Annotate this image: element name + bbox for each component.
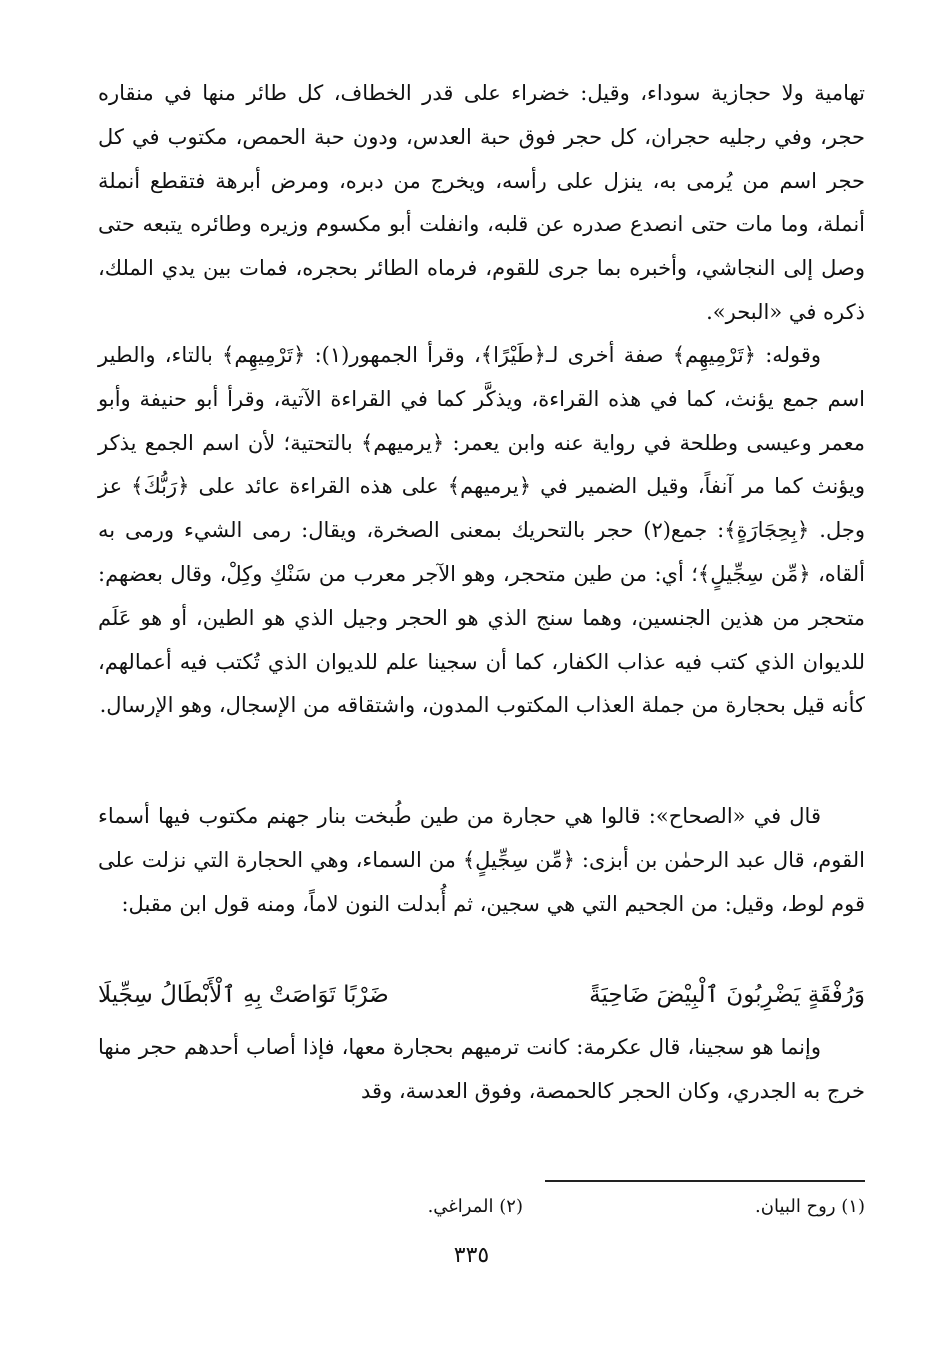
paragraph-1 <box>98 72 865 335</box>
poetry-verse <box>98 970 865 1020</box>
verse-second-hemistich: ضَرْبًا تَوَاصَتْ بِهِ ٱلْأَبْطَالُ سِجِّيلَا <box>98 982 389 1008</box>
paragraph-1-text: تهامية ولا حجازية سوداء، وقيل: خضراء على قدر الخطاف، كل طائر منها في منقاره حجر، وفي رجليه حجران، كل حجر فوق حبة العدس، ودون حبة الحمص، مكتوب في كل حجر اسم من يُرمى به، ينزل على رأسه، ويخرج من دبره، ومرض أبرهة فتقطع أنملة أنملة، وما مات حتى انصدع صدره عن قلبه، وانفلت أبو مكسوم وزيره وطائره يتبعه حتى وصل إلى النجاشي، وأخبره بما جرى للقوم، فرماه الطائر بحجره، فمات بين يدي الملك، ذكره في «البحر». <box>98 81 865 324</box>
footnote-divider <box>545 1180 865 1182</box>
paragraph-3-text: قال في «الصحاح»: قالوا هي حجارة من طين طُبخت بنار جهنم مكتوب فيها أسماء القوم، قال عبد الرحمٰن بن أبزى: ﴿مِّن سِجِّيلٍ﴾ من السماء، وهي الحجارة التي نزلت على قوم لوط، وقيل: من الجحيم التي هي سجين، ثم أُبدلت النون لاماً، ومنه قول ابن مقبل: <box>98 804 865 916</box>
paragraph-2-text: وقوله: ﴿تَرْمِيهِم﴾ صفة أخرى لـ﴿طَيْرًا﴾، وقرأ الجمهور(١): ﴿تَرْمِيهِم﴾ بالتاء، والطير اسم جمع يؤنث، كما في هذه القراءة، ويذكَّر كما في القراءة الآتية، وقرأ أبو حنيفة وأبو معمر وعيسى وطلحة في رواية عنه وابن يعمر: ﴿يرميهم﴾ بالتحتية؛ لأن اسم الجمع يذكر ويؤنث كما مر آنفاً، وقيل الضمير في ﴿يرميهم﴾ على هذه القراءة عائد على ﴿رَبُّكَ﴾ عز وجل. ﴿بِحِجَارَةٍ﴾: جمع(٢) حجر بالتحريك بمعنى الصخرة، ويقال: رمى الشيء ورمى به ألقاه، ﴿مِّن سِجِّيلٍ﴾؛ أي: من طين متحجر، وهو الآجر معرب من سَنْكِ وكِلْ، وقال بعضهم: متحجر من هذين الجنسين، وهما سنج الذي هو الحجر وجيل الذي هو الطين، أو هو عَلَم للديوان الذي كتب فيه عذاب الكفار، كما أن سجينا علم للديوان الذي تُكتب فيه أعمالهم، كأنه قيل بحجارة من جملة العذاب المكتوب المدون، واشتقاقه من الإسجال، وهو الإرسال. <box>98 343 865 718</box>
footnote-1: (١) روح البيان. <box>755 1196 865 1217</box>
paragraph-3 <box>98 795 865 926</box>
paragraph-4 <box>98 1026 865 1114</box>
paragraph-2 <box>98 334 865 728</box>
footnote-2: (٢) المراغي. <box>427 1196 523 1217</box>
verse-first-hemistich: وَرُفْقَةٍ يَضْرِبُونَ ٱلْبِيْضَ ضَاحِيَةً <box>589 982 865 1008</box>
page-number: ٣٣٥ <box>453 1243 490 1268</box>
paragraph-4-text: وإنما هو سجينا، قال عكرمة: كانت ترميهم بحجارة معها، فإذا أصاب أحدهم حجر منها خرج به الجدري، وكان الحجر كالحمصة، وفوق العدسة، وقد <box>98 1035 865 1103</box>
